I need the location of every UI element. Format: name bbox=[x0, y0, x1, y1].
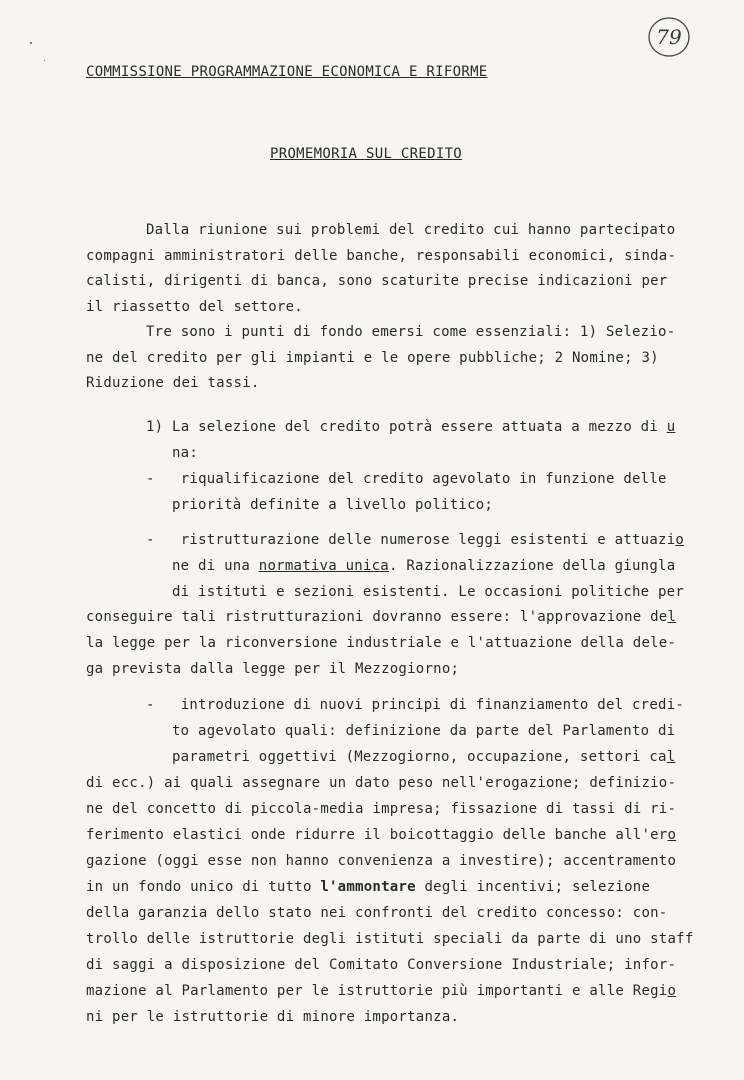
text-span-underlined: o bbox=[675, 532, 685, 548]
text-line: di saggi a disposizione del Comitato Conversione Industriale; infor- bbox=[86, 957, 677, 973]
document-header: COMMISSIONE PROGRAMMAZIONE ECONOMICA E RIFORME bbox=[86, 64, 488, 80]
text-span: 1) La selezione del credito potrà essere attuata a mezzo di bbox=[146, 419, 667, 435]
text-span: . Razionalizzazione della giungla bbox=[388, 558, 676, 574]
text-span: ferimento elastici onde ridurre il boicottaggio delle banche all'er bbox=[86, 827, 668, 843]
text-line: della garanzia dello stato nei confronti del credito concesso: con- bbox=[86, 905, 668, 921]
text-line bbox=[146, 419, 675, 435]
text-line: na: bbox=[172, 445, 199, 461]
text-line bbox=[86, 609, 676, 625]
text-span: conseguire tali ristrutturazioni dovranno essere: l'approvazione de bbox=[86, 609, 668, 625]
text-span-underlined: u bbox=[666, 419, 676, 435]
text-line bbox=[146, 532, 684, 548]
text-line bbox=[86, 827, 676, 843]
text-span: parametri oggettivi (Mezzogiorno, occupazione, settori ca bbox=[172, 749, 667, 765]
page-number-stamp bbox=[646, 14, 692, 60]
text-line: gazione (oggi esse non hanno convenienza a investire); accentramento bbox=[86, 853, 677, 869]
text-line bbox=[172, 558, 675, 574]
text-line: il riassetto del settore. bbox=[86, 299, 303, 315]
text-span-underlined: o bbox=[667, 827, 677, 843]
text-span-underlined: o bbox=[667, 983, 677, 999]
text-span: ne di una bbox=[172, 558, 259, 574]
text-line: di ecc.) ai quali assegnare un dato peso nell'erogazione; definizio- bbox=[86, 775, 677, 791]
text-line: calisti, dirigenti di banca, sono scaturite precise indicazioni per bbox=[86, 273, 668, 289]
text-line: to agevolato quali: definizione da parte del Parlamento di bbox=[172, 723, 676, 739]
text-span-underlined: l bbox=[667, 609, 677, 625]
paper-speck bbox=[44, 60, 45, 61]
text-line bbox=[172, 749, 675, 765]
text-span-bold: l'ammontare bbox=[320, 879, 416, 895]
text-line: - introduzione di nuovi principi di finanziamento del credi- bbox=[146, 697, 685, 713]
text-span: in un fondo unico di tutto bbox=[86, 879, 321, 895]
text-line: Riduzione dei tassi. bbox=[86, 375, 260, 391]
text-line: - riqualificazione del credito agevolato in funzione delle bbox=[146, 471, 667, 487]
text-line: trollo delle istruttorie degli istituti speciali da parte di uno staff bbox=[86, 931, 694, 947]
document-title: PROMEMORIA SUL CREDITO bbox=[270, 146, 463, 162]
text-line: compagni amministratori delle banche, responsabili economici, sinda- bbox=[86, 248, 677, 264]
stamp-number: 79 bbox=[656, 25, 682, 49]
text-line: ne del credito per gli impianti e le opere pubbliche; 2 Nomine; 3) bbox=[86, 350, 659, 366]
text-line bbox=[86, 879, 650, 895]
text-span-underlined: l bbox=[666, 749, 676, 765]
text-line: ni per le istruttorie di minore importanza. bbox=[86, 1009, 460, 1025]
text-span: degli incentivi; selezione bbox=[415, 879, 651, 895]
text-line: di istituti e sezioni esistenti. Le occasioni politiche per bbox=[172, 584, 685, 600]
text-span: mazione al Parlamento per le istruttorie più importanti e alle Regi bbox=[86, 983, 668, 999]
text-span-underlined: normativa unica bbox=[258, 558, 389, 574]
text-line: priorità definite a livello politico; bbox=[172, 497, 494, 513]
text-line: ne del concetto di piccola-media impresa; fissazione di tassi di ri- bbox=[86, 801, 677, 817]
paper-speck bbox=[30, 42, 32, 44]
text-span: - ristrutturazione delle numerose leggi esistenti e attuazi bbox=[146, 532, 676, 548]
text-line: ga prevista dalla legge per il Mezzogiorno; bbox=[86, 661, 460, 677]
text-line: la legge per la riconversione industriale e l'attuazione della dele- bbox=[86, 635, 677, 651]
text-line: Dalla riunione sui problemi del credito cui hanno partecipato bbox=[146, 222, 676, 238]
text-line bbox=[86, 983, 676, 999]
text-line: Tre sono i punti di fondo emersi come essenziali: 1) Selezio- bbox=[146, 324, 676, 340]
